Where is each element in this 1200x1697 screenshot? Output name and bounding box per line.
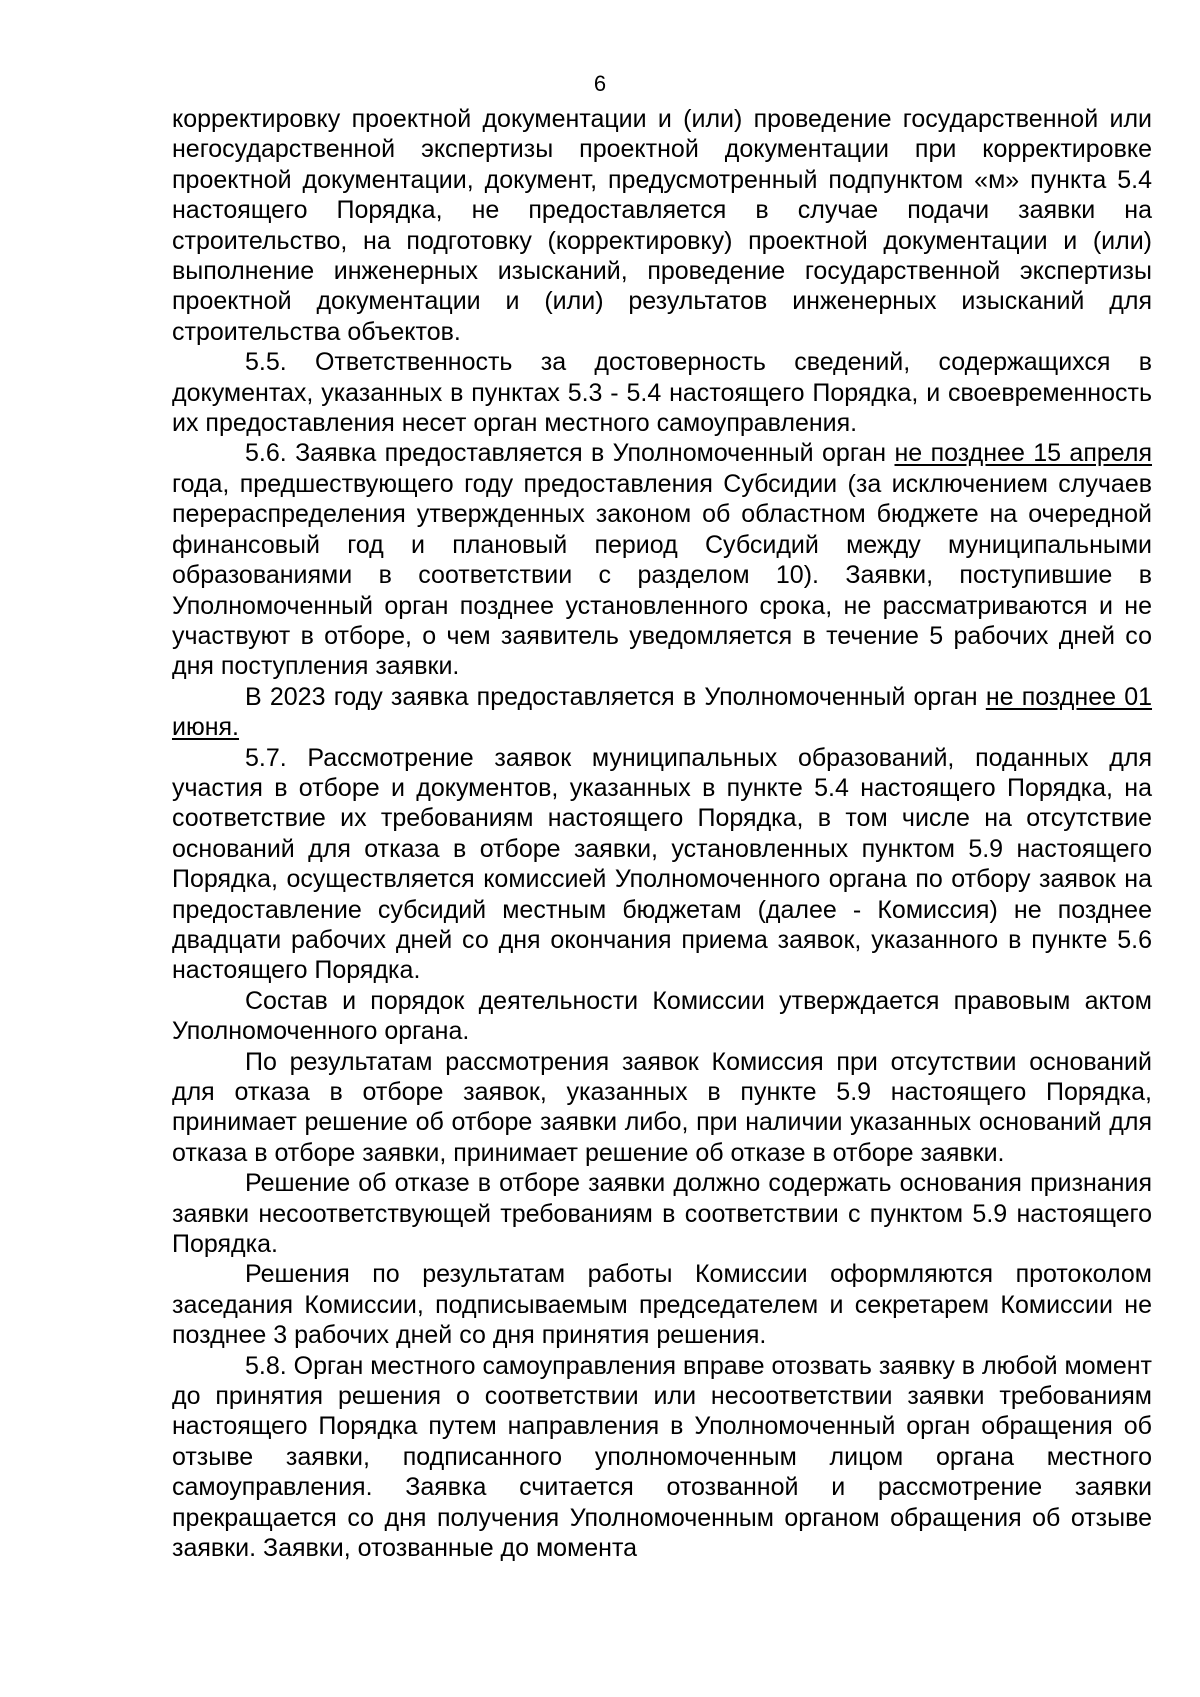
paragraph-commission-composition: Состав и порядок деятельности Комиссии утверждается правовым актом Уполномоченного органа. [172,986,1152,1046]
paragraph-2023-lead: В 2023 году заявка предоставляется в Уполномоченный орган [245,682,986,711]
paragraph-2023 [172,682,1152,743]
paragraph-5-8: 5.8. Орган местного самоуправления вправе отозвать заявку в любой момент до принятия решения о соответствии или несоответствии заявки требованиям настоящего Порядка путем направления в Уполномоченный орган обращения об отзыве заявки, подписанного уполномоченным лицом органа местного самоуправления. Заявка считается отозванной и рассмотрение заявки прекращается со дня получения Уполномоченным органом обращения об отзыве заявки. Заявки, отозванные до момента [172,1351,1152,1563]
paragraph-5-6-rest: года, предшествующего году предоставления Субсидии (за исключением случаев перераспределения утвержденных законом об областном бюджете на очередной финансовый год и плановый период Субсидий между муниципальными образованиями в соответствии с разделом 10). Заявки, поступившие в Уполномоченный орган позднее установленного срока, не рассматриваются и не участвуют в отборе, о чем заявитель уведомляется в течение 5 рабочих дней со дня поступления заявки. [172,469,1152,681]
paragraph-review-results: По результатам рассмотрения заявок Комиссия при отсутствии оснований для отказа в отборе заявок, указанных в пункте 5.9 настоящего Порядка, принимает решение об отборе заявки либо, при наличии указанных оснований для отказа в отборе заявки, принимает решение об отказе в отборе заявки. [172,1047,1152,1167]
page-number: 6 [593,71,607,96]
paragraph-continuation: корректировку проектной документации и (или) проведение государственной или негосударственной экспертизы проектной документации при корректировке проектной документации, документ, предусмотренный подпунктом «м» пункта 5.4 настоящего Порядка, не предоставляется в случае подачи заявки на строительство, на подготовку (корректировку) проектной документации и (или) выполнение инженерных изысканий, проведение государственной экспертизы проектной документации и (или) результатов инженерных изысканий для строительства объектов. [172,105,1152,346]
deadline-underlined: не позднее 15 апреля [894,439,1152,468]
paragraph-5-6 [172,438,1152,681]
paragraph-refusal-decision: Решение об отказе в отборе заявки должно содержать основания признания заявки несоответствующей требованиям в соответствии с пунктом 5.9 настоящего Порядка. [172,1169,1152,1259]
paragraph-5-7: 5.7. Рассмотрение заявок муниципальных образований, поданных для участия в отборе и документов, указанных в пункте 5.4 настоящего Порядка, на соответствие их требованиям настоящего Порядка, в том числе на отсутствие оснований для отказа в отборе заявки, установленных пунктом 5.9 настоящего Порядка, осуществляется комиссией Уполномоченного органа по отбору заявок на предоставление субсидий местным бюджетам (далее - Комиссия) не позднее двадцати рабочих дней со дня окончания приема заявок, указанного в пункте 5.6 настоящего Порядка. [172,743,1152,985]
document-body [172,104,1152,1564]
paragraph-5-5: 5.5. Ответственность за достоверность сведений, содержащихся в документах, указанных в пунктах 5.3 - 5.4 настоящего Порядка, и своевременность их предоставления несет орган местного самоуправления. [172,348,1152,438]
paragraph-protocol: Решения по результатам работы Комиссии оформляются протоколом заседания Комиссии, подписываемым председателем и секретарем Комиссии не позднее 3 рабочих дней со дня принятия решения. [172,1260,1152,1350]
deadline-2023-underlined: не позднее 01 июня. [172,682,1153,742]
paragraph-5-6-lead: 5.6. Заявка предоставляется в Уполномоченный орган [245,439,895,468]
